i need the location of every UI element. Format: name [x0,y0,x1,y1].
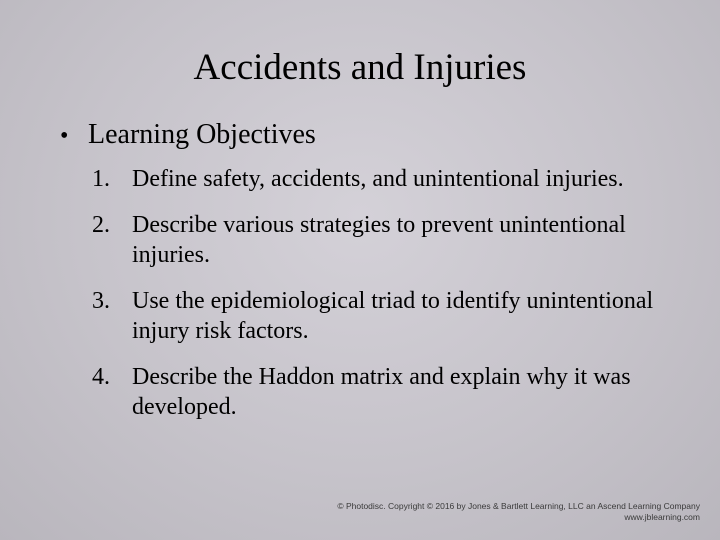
objective-number: 1. [92,166,110,192]
objectives-list [92,164,692,438]
objective-item [92,210,692,270]
copyright-line: © Photodisc. Copyright © 2016 by Jones & Bartlett Learning, LLC an Ascend Learning Company [337,501,700,511]
objective-item [92,286,692,346]
objective-item [92,362,692,422]
objective-item [92,164,692,194]
publisher-url: www.jblearning.com [624,512,700,522]
objective-text: Use the epidemiological triad to identify unintentional injury risk factors. [132,288,654,344]
slide-title: Accidents and Injuries [193,47,527,88]
objective-text: Describe various strategies to prevent unintentional injuries. [132,212,626,268]
bullet-learning-objectives [60,117,316,154]
objective-number: 3. [92,288,110,314]
objective-number: 2. [92,212,110,238]
objective-text: Describe the Haddon matrix and explain why it was developed. [132,364,631,420]
objective-number: 4. [92,364,110,390]
objective-text: Define safety, accidents, and unintentional injuries. [132,166,624,192]
bullet-label: Learning Objectives [88,119,316,150]
copyright-notice [337,501,700,523]
bullet-dot: • [60,123,69,149]
